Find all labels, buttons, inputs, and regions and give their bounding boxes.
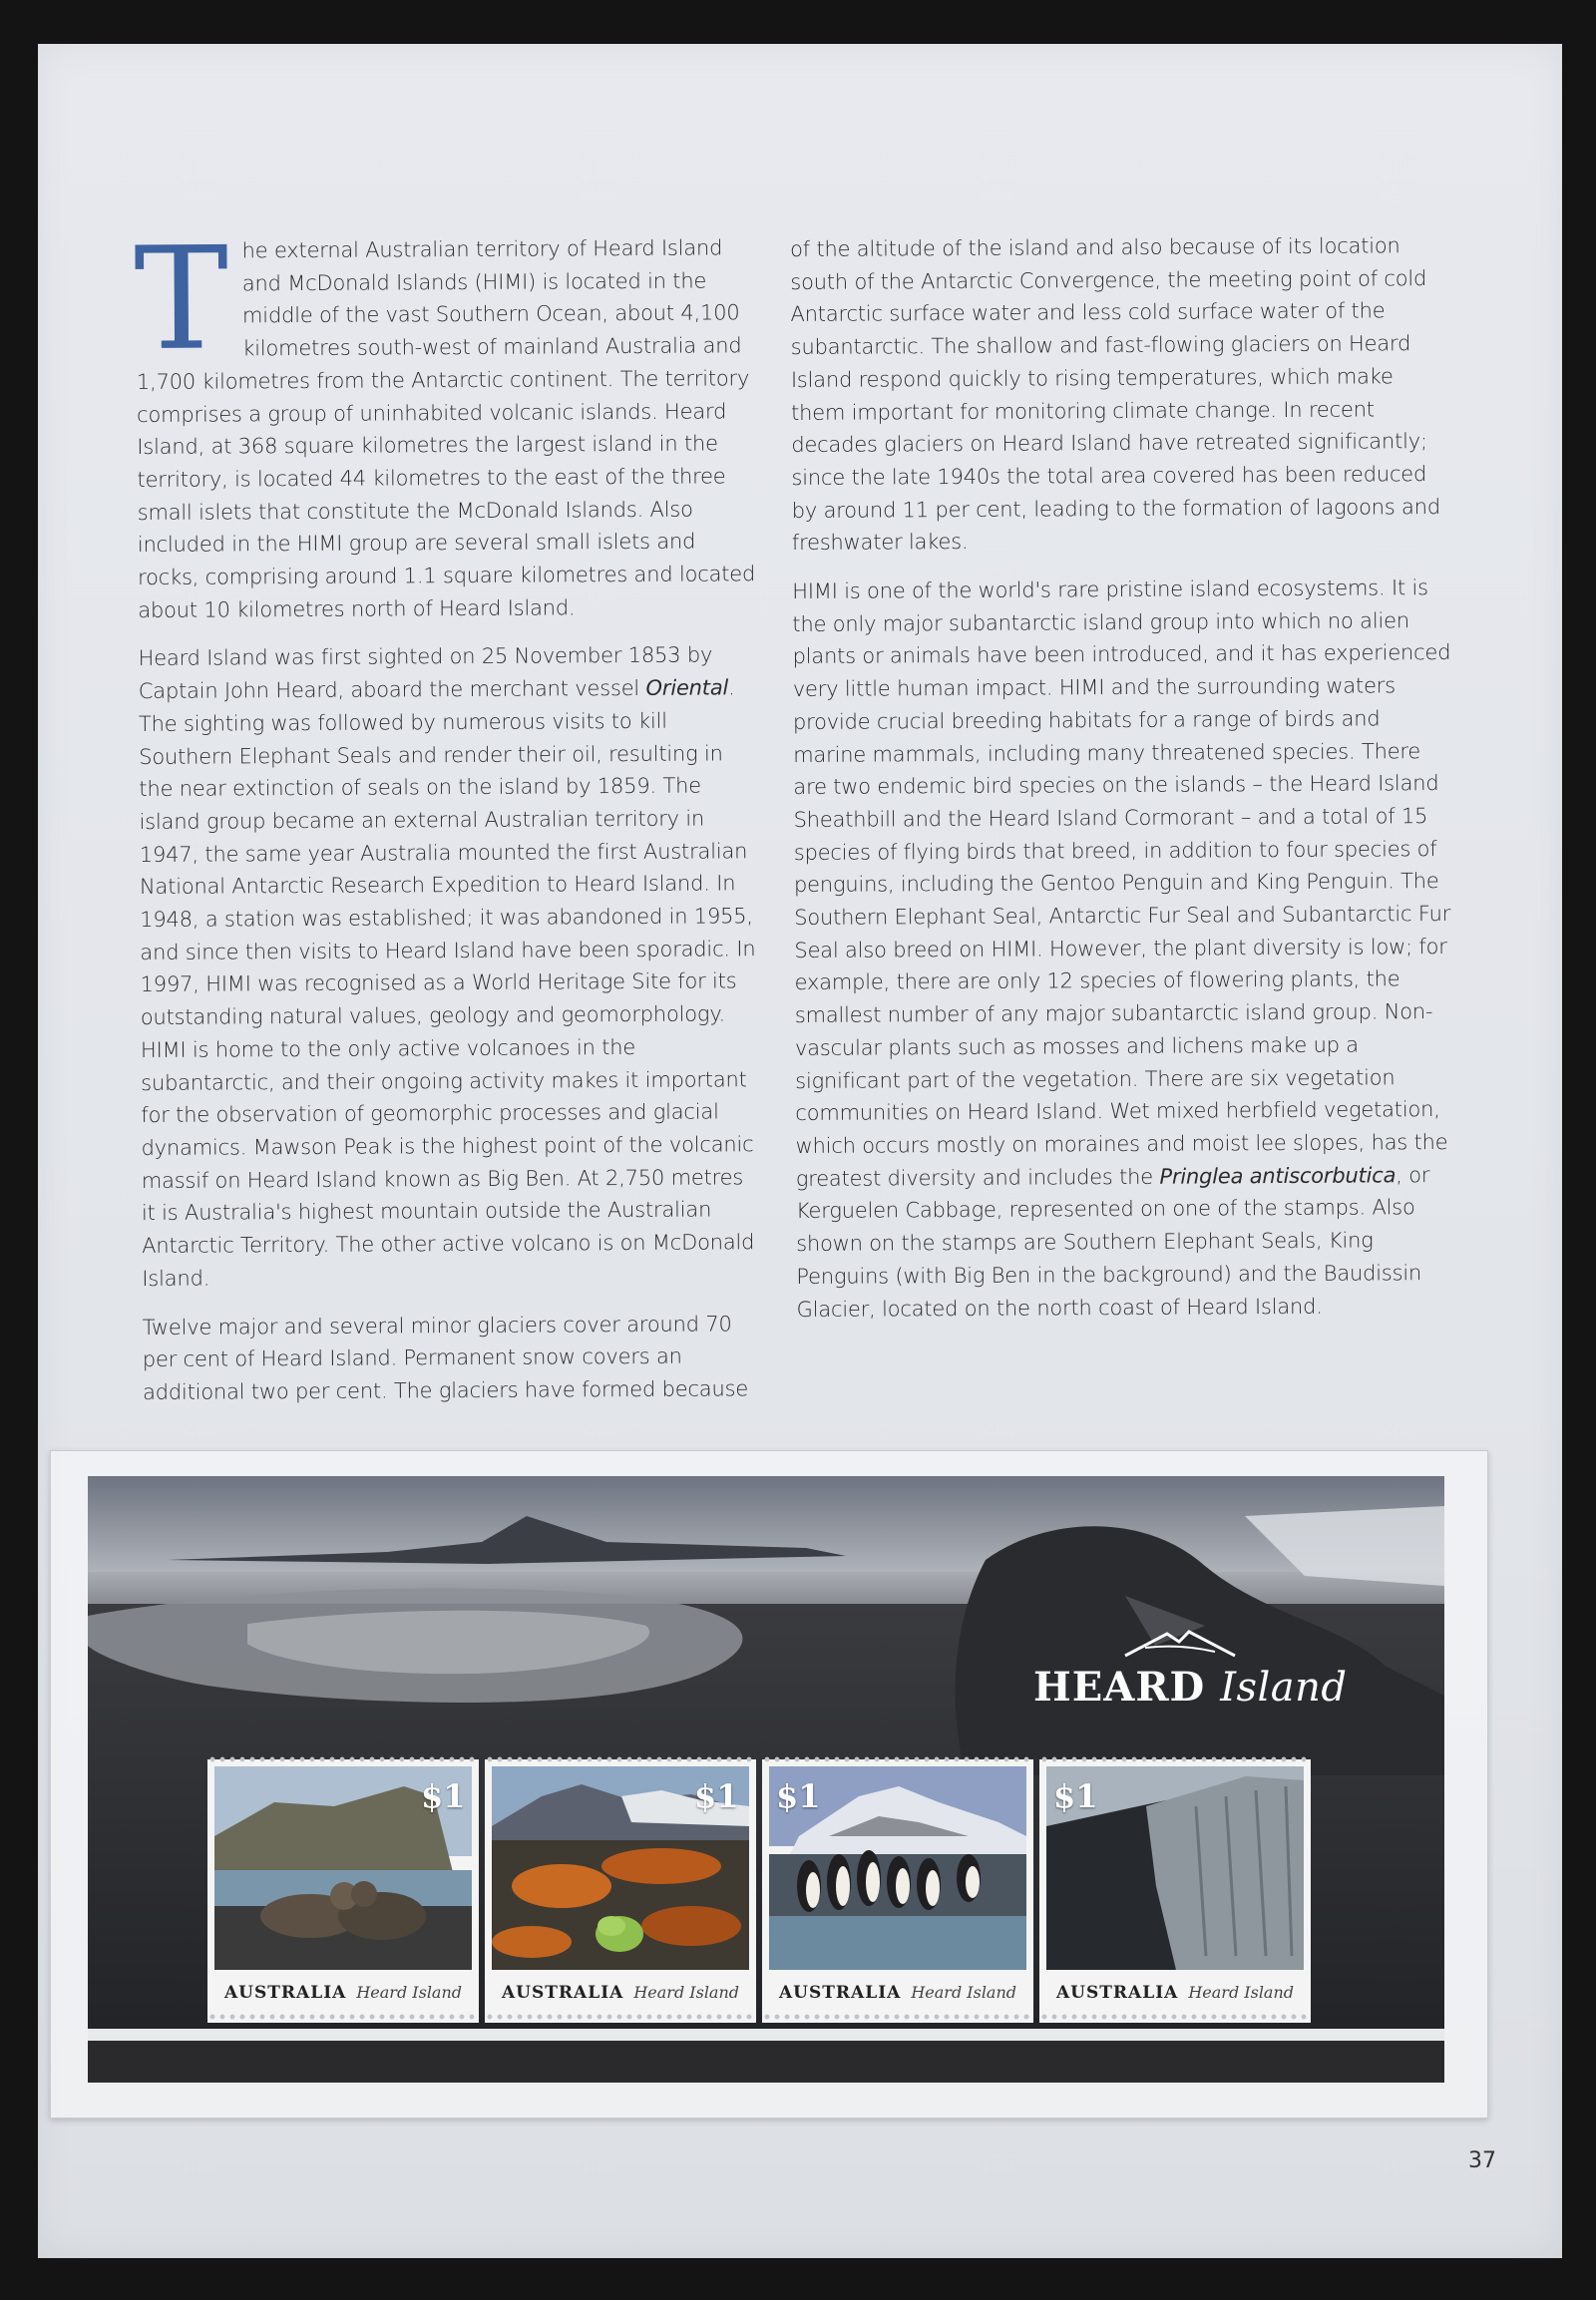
stamp-elephant-seals [207, 1759, 479, 2023]
stamp-name: Heard Island [633, 1983, 740, 2002]
stamp-value: $1 [1053, 1777, 1098, 1815]
sheet-title-main: HEARD [1033, 1664, 1206, 1711]
paragraph-5: HIMI is one of the world's rare pristine island ecosystems. It is the only major subantarctic island group into which no alien plants or animals have been introduced, and it has experienced very little human impact. HIMI and the surrounding waters provide crucial breeding habitats for a range of birds and marine mammals, including many threatened species. There are two endemic bird species on the islands – the Heard Island Sheathbill and the Heard Island Cormorant – and a total of 15 species of flying birds that breed, in addition to four species of penguins, including the Gentoo Penguin and King Penguin. The Southern Elephant Seal, Antarctic Fur Seal and Subantarctic Fur Seal also breed on HIMI. However, the plant diversity is low; for example, there are only 12 species of flowering plants, the smallest number of any major subantarctic island group. Non-vascular plants such as mosses and lichens make up a significant part of the vegetation. There are six vegetation communities on Heard Island. Wet mixed herbfield vegetation, which occurs mostly on moraines and moist lee slopes, has the greatest diversity and includes the Pringlea antiscorbutica, or Kerguelen Cabbage, represented on one of the stamps. Also shown on the stamps are Southern Elephant Seals, King Penguins (with Big Ben in the background) and the Baudissin Glacier, located on the north coast of Heard Island. [792, 575, 1451, 1322]
stamp-country: AUSTRALIA [1055, 1983, 1179, 2003]
stamp-name: Heard Island [356, 1983, 463, 2002]
italic-term: Pringlea antiscorbutica [1159, 1162, 1396, 1189]
miniature-sheet [88, 1476, 1444, 2083]
mountain-logo-icon [1115, 1626, 1245, 1662]
perforation [1039, 2013, 1311, 2021]
stamp-caption [762, 1983, 1033, 2003]
stamp-value: $1 [694, 1777, 739, 1815]
stamp-baudissin-glacier [1039, 1759, 1311, 2023]
article-left-column [133, 216, 763, 1424]
paragraph-1 [133, 216, 758, 626]
stamp-value: $1 [421, 1777, 466, 1815]
sheet-title-italic: Island [1220, 1665, 1348, 1711]
sheet-margin [88, 2041, 1444, 2083]
stamp-country: AUSTRALIA [223, 1983, 347, 2003]
perforation [207, 2013, 479, 2021]
perforation [1039, 1755, 1311, 1763]
stamp-country: AUSTRALIA [778, 1983, 902, 2003]
perforation [762, 2013, 1033, 2021]
article-right-column [790, 229, 1455, 1342]
paragraph-3: Twelve major and several minor glaciers cover around 70 per cent of Heard Island. Permanent snow covers an additional two per cent. The glaciers have formed because [142, 1311, 749, 1404]
stamp-name: Heard Island [1188, 1983, 1295, 2002]
perforation [485, 1755, 756, 1763]
drop-cap: T [133, 216, 229, 383]
stamp-value: $1 [776, 1777, 821, 1815]
stamp-country: AUSTRALIA [501, 1983, 624, 2003]
stamp-kerguelen-cabbage [485, 1759, 756, 2023]
perforation [485, 2013, 756, 2021]
paragraph-1-text: he external Australian territory of Heard Island and McDonald Islands (HIMI) is located in the middle of the vast Southern Ocean, about 4,100 kilometres south-west of mainland Australia and 1,700 kilometres from the Antarctic continent. The territory comprises a group of uninhabited volcanic islands. Heard Island, at 368 square kilometres the largest island in the territory, is located 44 kilometres to the east of the three small islets that constitute the McDonald Islands. Also included in the HIMI group are several small islets and rocks, comprising around 1.1 square kilometres and located about 10 kilometres north of Heard Island. [136, 235, 756, 622]
page-number: 37 [1468, 2148, 1496, 2173]
perforation [762, 1755, 1033, 1763]
stamp-strip [207, 1759, 1321, 2029]
stamp-caption [1039, 1983, 1311, 2003]
stamp-caption [485, 1983, 756, 2003]
stamp-caption [207, 1983, 479, 2003]
paragraph-2: Heard Island was first sighted on 25 November 1853 by Captain John Heard, aboard the merchant vessel Oriental. The sighting was followed by numerous visits to kill Southern Elephant Seals and render their oil, resulting in the near extinction of seals on the island by 1859. The island group became an external Australian territory in 1947, the same year Australia mounted the first Australian National Antarctic Research Expedition to Heard Island. In 1948, a station was established; it was abandoned in 1955, and since then visits to Heard Island have been sporadic. In 1997, HIMI was recognised as a World Heritage Site for its outstanding natural values, geology and geomorphology. HIMI is home to the only active volcanoes in the subantarctic, and their ongoing activity makes it important for the observation of geomorphic processes and glacial dynamics. Mawson Peak is the highest point of the volcanic massif on Heard Island known as Big Ben. At 2,750 metres it is Australia's highest mountain outside the Australian Antarctic Territory. The other active volcano is on McDonald Island. [138, 642, 756, 1291]
stamp-king-penguins [762, 1759, 1033, 2023]
sheet-title [1033, 1664, 1348, 1711]
paragraph-4: of the altitude of the island and also because of its location south of the Antarctic Convergence, the meeting point of cold Antarctic surface water and less cold surface water of the subantarctic. The shallow and fast-flowing glaciers on Heard Island respond quickly to rising temperatures, which make them important for monitoring climate change. In recent decades glaciers on Heard Island have retreated significantly; since the late 1940s the total area covered has been reduced by around 11 per cent, leading to the formation of lagoons and freshwater lakes. [790, 233, 1440, 556]
italic-term: Oriental [645, 675, 729, 701]
stamp-name: Heard Island [911, 1983, 1017, 2002]
perforation [207, 1755, 479, 1763]
